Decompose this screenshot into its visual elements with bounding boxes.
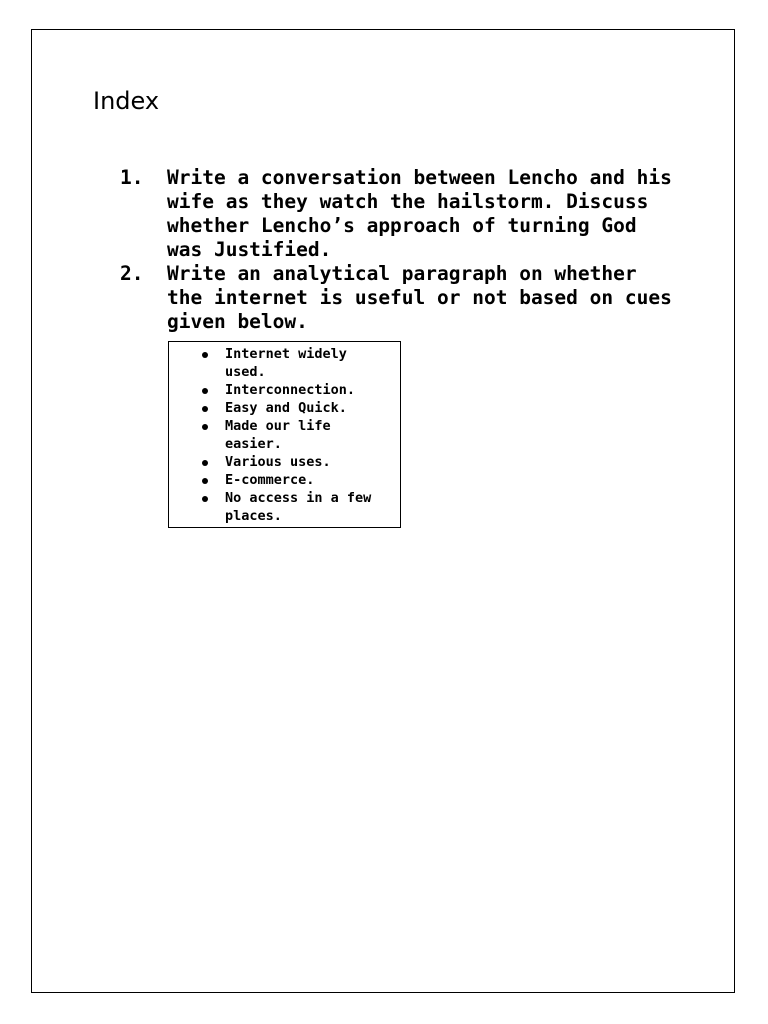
- question-item: [120, 262, 680, 334]
- question-item: [120, 166, 680, 262]
- bullet-icon: [202, 478, 208, 484]
- cue-list: [169, 345, 400, 525]
- bullet-icon: [202, 352, 208, 358]
- question-number: 1.: [120, 166, 144, 189]
- cue-text: Various uses.: [225, 454, 331, 470]
- bullet-icon: [202, 406, 208, 412]
- cue-item: [169, 453, 400, 471]
- cue-item: [169, 489, 400, 525]
- cue-box: [168, 341, 401, 528]
- cue-text: Easy and Quick.: [225, 400, 347, 416]
- cue-item: [169, 417, 400, 453]
- bullet-icon: [202, 496, 208, 502]
- bullet-icon: [202, 424, 208, 430]
- cue-text: Interconnection.: [225, 382, 356, 398]
- cue-item: [169, 471, 400, 489]
- cue-text: Internet widely used.: [225, 346, 347, 380]
- question-number: 2.: [120, 262, 144, 285]
- bullet-icon: [202, 388, 208, 394]
- question-text: Write an analytical paragraph on whether the internet is useful or not based on cues given below.: [167, 262, 672, 333]
- cue-text: Made our life easier.: [225, 418, 331, 452]
- question-text: Write a conversation between Lencho and his wife as they watch the hailstorm. Discuss whether Lencho’s approach of turning God was Justified.: [167, 166, 672, 261]
- question-list: [120, 166, 680, 334]
- cue-item: [169, 399, 400, 417]
- cue-text: E-commerce.: [225, 472, 315, 488]
- cue-text: No access in a few places.: [225, 490, 372, 524]
- cue-item: [169, 381, 400, 399]
- page-title: Index: [93, 87, 160, 115]
- cue-item: [169, 345, 400, 381]
- bullet-icon: [202, 460, 208, 466]
